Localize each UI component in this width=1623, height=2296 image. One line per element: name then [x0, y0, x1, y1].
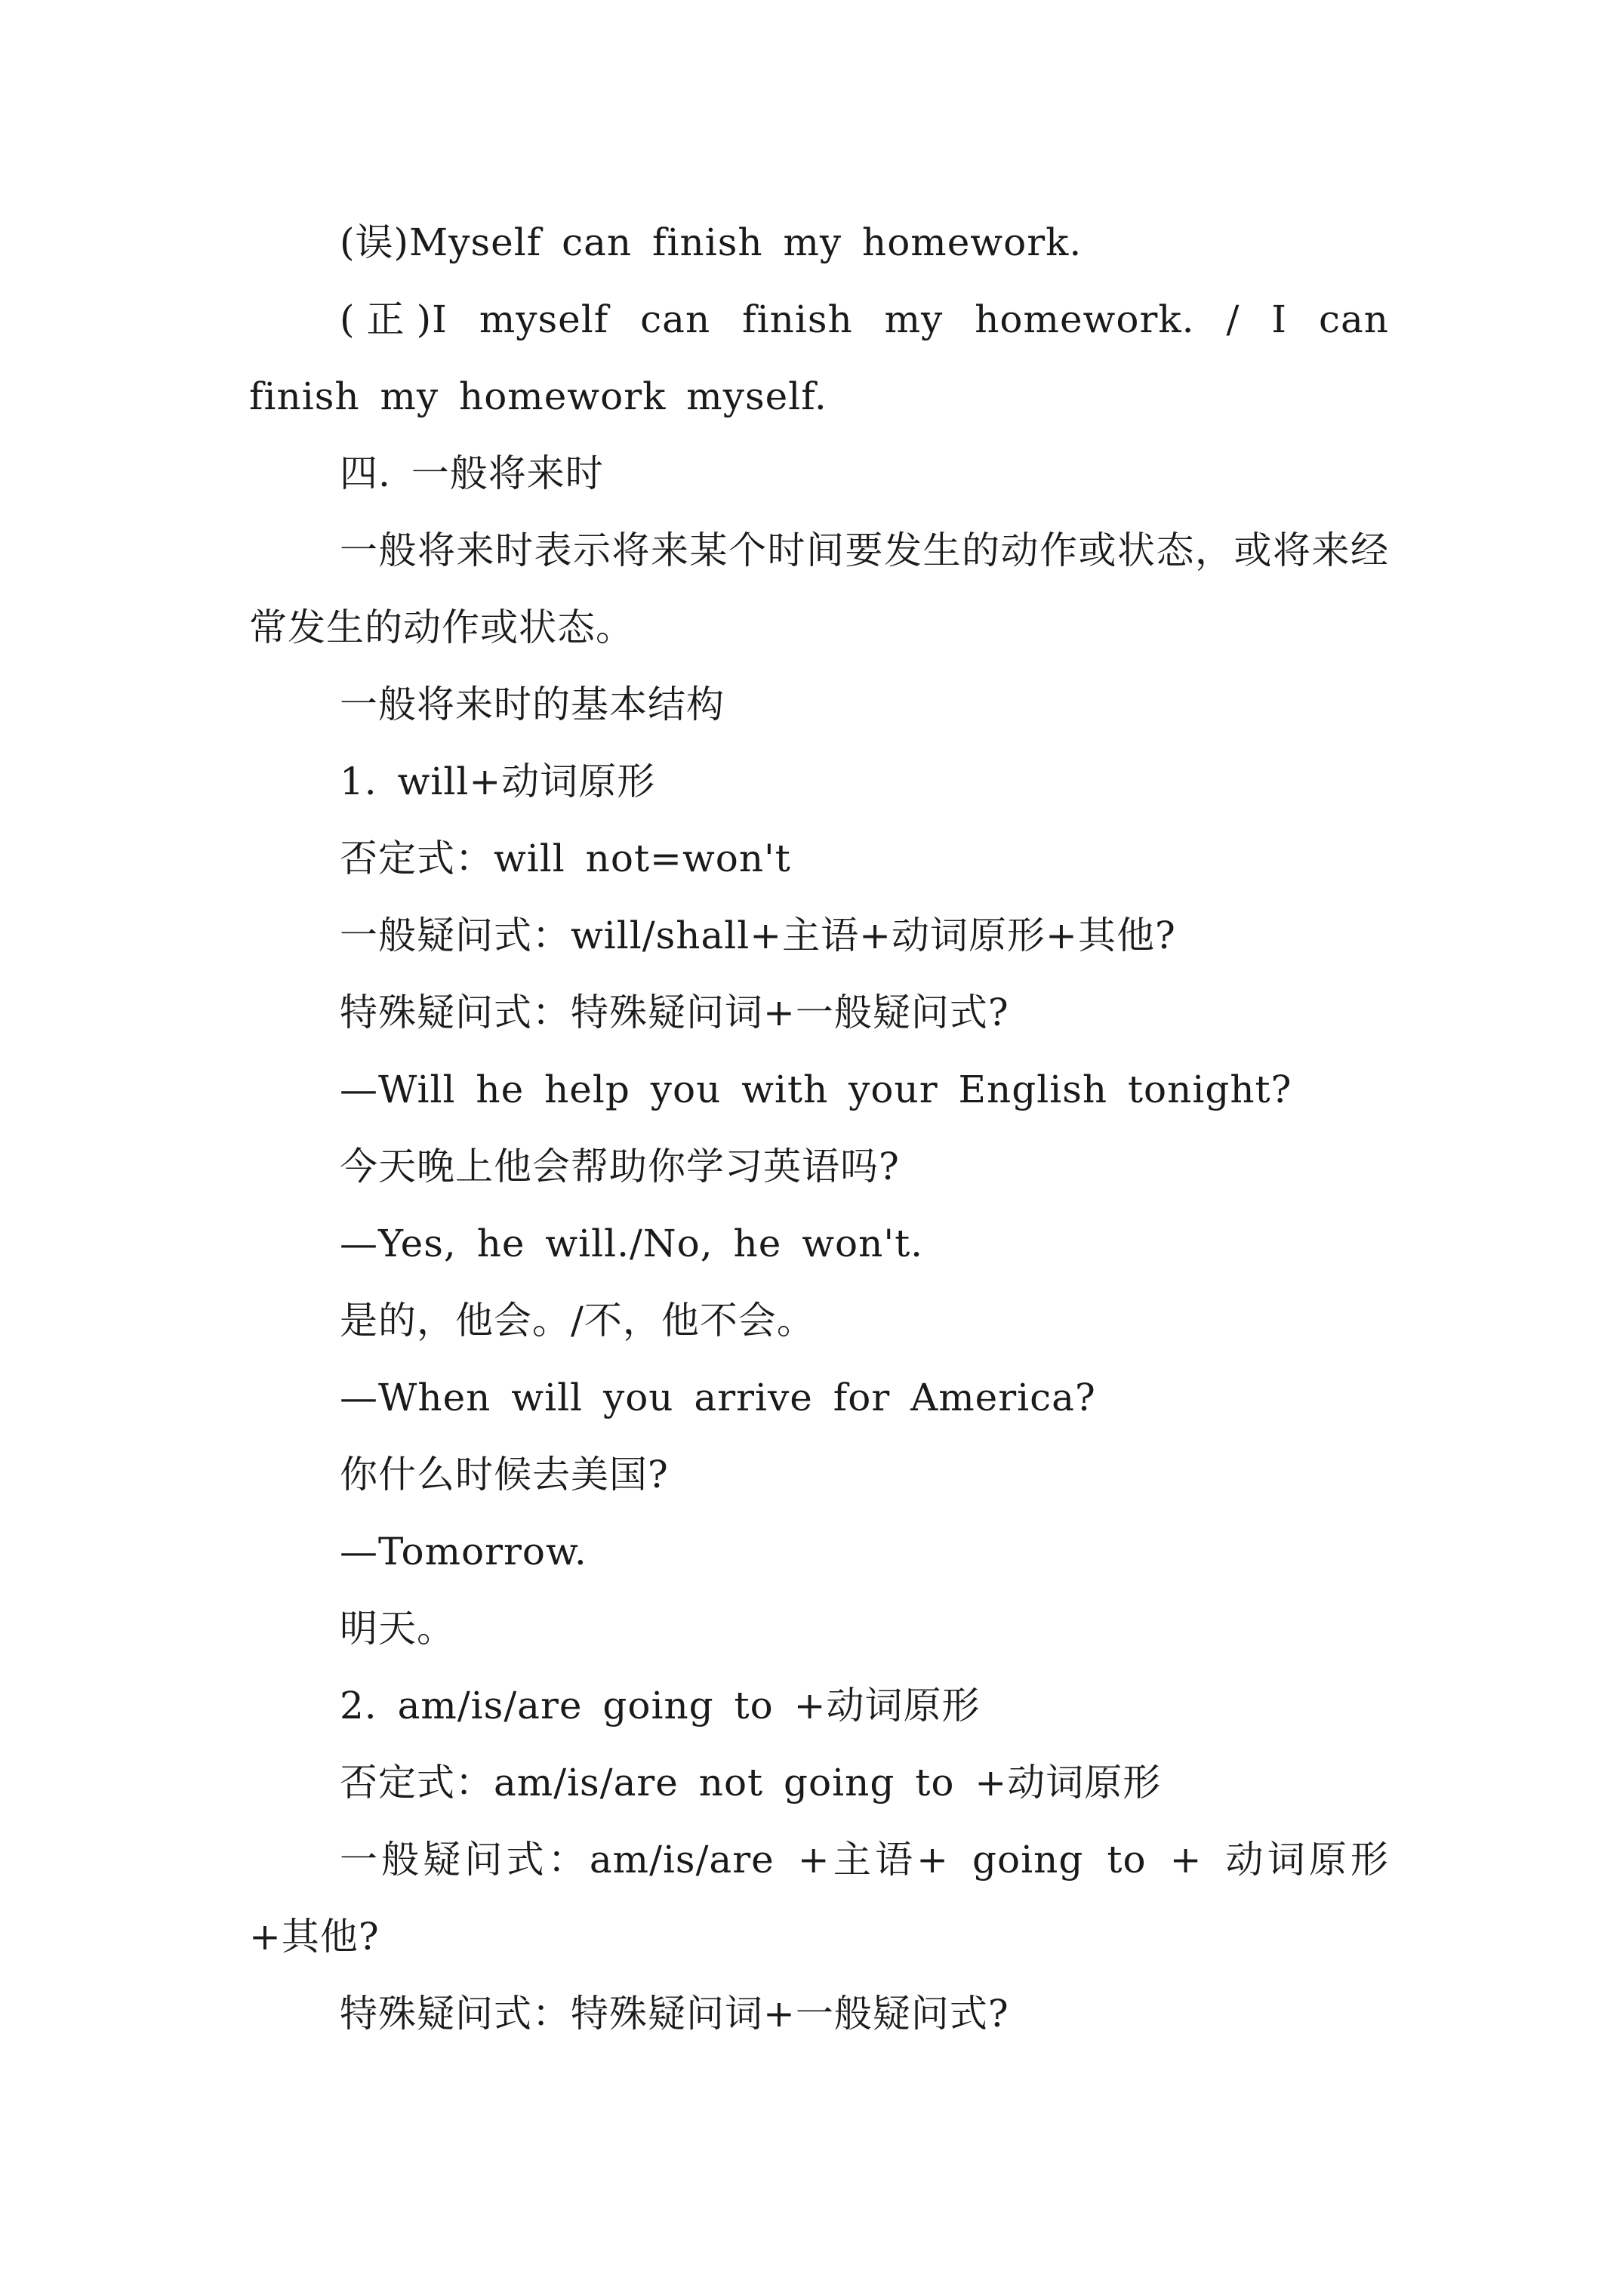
- paragraph-example-2-zh: 是的，他会。/不，他不会。: [340, 1299, 815, 1342]
- paragraph-example-3-en: —When will you arrive for America?: [340, 1376, 1096, 1419]
- paragraph-going-to-structure: 2. am/is/are going to +动词原形: [340, 1684, 981, 1727]
- paragraph-future-tense-definition: 一般将来时表示将来某个时间要发生的动作或状态，或将来经常发生的动作或状态。: [249, 529, 1389, 649]
- paragraph-example-1-en: —Will he help you with your English tonight?: [340, 1068, 1292, 1111]
- paragraph-will-structure: 1. will+动词原形: [340, 760, 656, 803]
- paragraph-will-special-question: 特殊疑问式：特殊疑问词+一般疑问式?: [340, 991, 1009, 1034]
- paragraph-example-4-en: —Tomorrow.: [340, 1530, 587, 1573]
- paragraph-example-2-en: —Yes, he will./No, he won't.: [340, 1222, 924, 1265]
- document-body: [249, 204, 1389, 2052]
- paragraph-wrong-example: (误)Myself can finish my homework.: [340, 220, 1083, 264]
- paragraph-correct-example: (正)I myself can finish my homework. / I can finish my homework myself.: [249, 297, 1389, 418]
- paragraph-example-3-zh: 你什么时候去美国?: [340, 1453, 669, 1496]
- paragraph-going-to-special-question: 特殊疑问式：特殊疑问词+一般疑问式?: [340, 1992, 1009, 2036]
- paragraph-going-to-general-question: 一般疑问式：am/is/are +主语+ going to + 动词原形+其他?: [249, 1838, 1389, 1959]
- paragraph-will-general-question: 一般疑问式：will/shall+主语+动词原形+其他?: [340, 914, 1176, 957]
- paragraph-will-negative: 否定式：will not=won't: [340, 837, 791, 880]
- paragraph-basic-structure: 一般将来时的基本结构: [340, 683, 725, 726]
- paragraph-going-to-negative: 否定式：am/is/are not going to +动词原形: [340, 1761, 1162, 1804]
- section-heading-future-tense: 四. 一般将来时: [340, 451, 604, 495]
- paragraph-example-1-zh: 今天晚上他会帮助你学习英语吗?: [340, 1145, 900, 1188]
- paragraph-example-4-zh: 明天。: [340, 1607, 455, 1650]
